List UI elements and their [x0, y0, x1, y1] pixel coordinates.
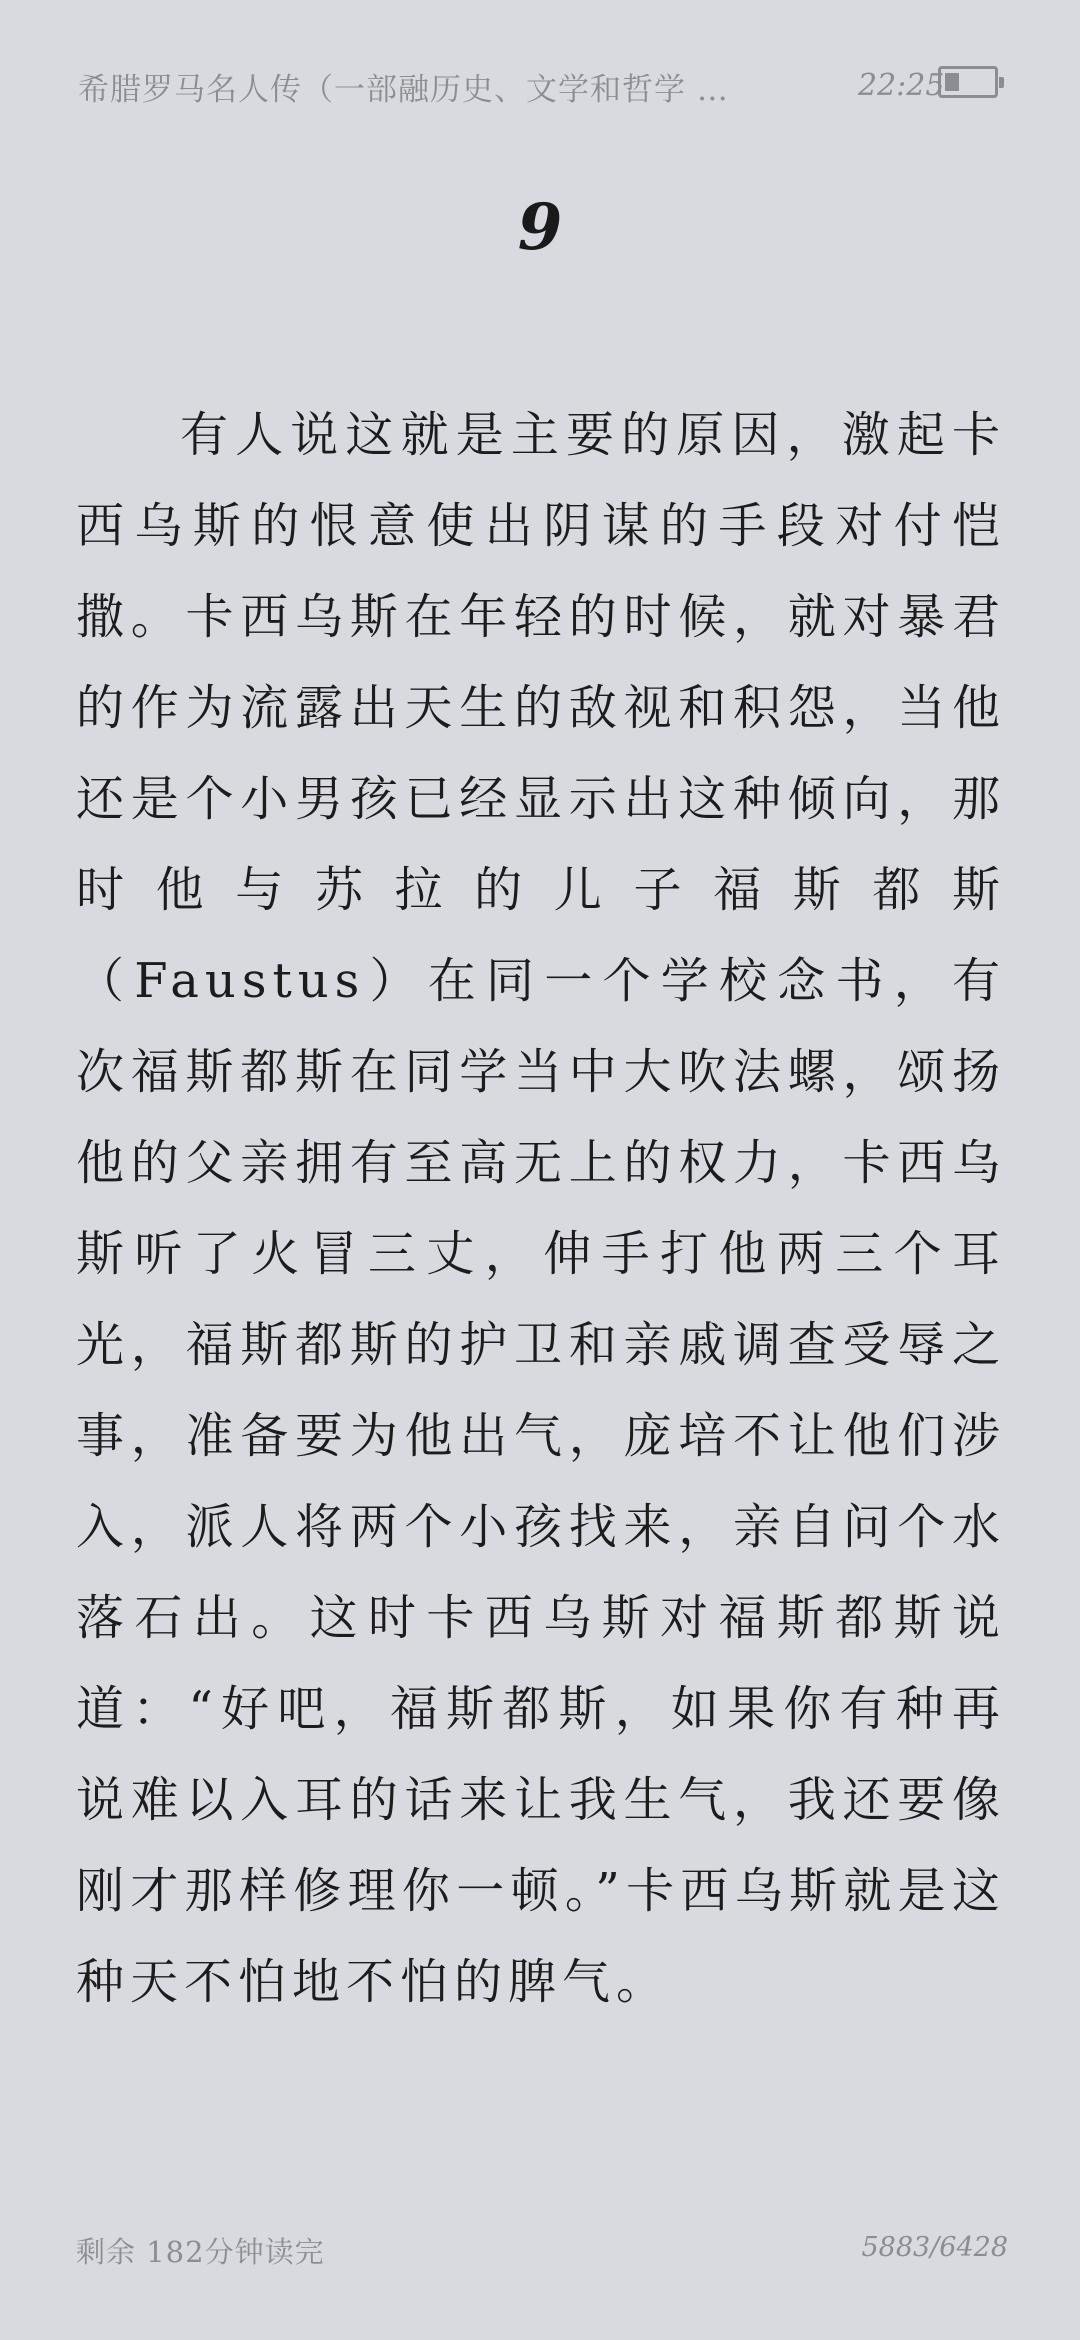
battery-level	[945, 73, 959, 91]
page-progress: 5883/6428	[861, 2232, 1008, 2263]
reading-content[interactable]	[76, 390, 1006, 2028]
status-header	[0, 0, 1080, 170]
reading-footer	[0, 2210, 1080, 2290]
clock: 22:25	[858, 68, 945, 103]
remaining-time: 剩余 182分钟读完	[76, 2235, 325, 2269]
battery-icon	[938, 66, 998, 98]
chapter-number: 9	[517, 190, 563, 265]
paragraph: 有人说这就是主要的原因，激起卡西乌斯的恨意使出阴谋的手段对付恺撒。卡西乌斯在年轻的时候，就对暴君的作为流露出天生的敌视和积怨，当他还是个小男孩已经显示出这种倾向，那时他与苏拉的儿子福斯都斯（Faustus）在同一个学校念书，有次福斯都斯在同学当中大吹法螺，颂扬他的父亲拥有至高无上的权力，卡西乌斯听了火冒三丈，伸手打他两三个耳光，福斯都斯的护卫和亲戚调查受辱之事，准备要为他出气，庞培不让他们涉入，派人将两个小孩找来，亲自问个水落石出。这时卡西乌斯对福斯都斯说道：“好吧，福斯都斯，如果你有种再说难以入耳的话来让我生气，我还要像刚才那样修理你一顿。”卡西乌斯就是这种天不怕地不怕的脾气。	[76, 407, 1006, 2010]
book-title[interactable]: 希腊罗马名人传（一部融历史、文学和哲学 …	[78, 72, 729, 108]
